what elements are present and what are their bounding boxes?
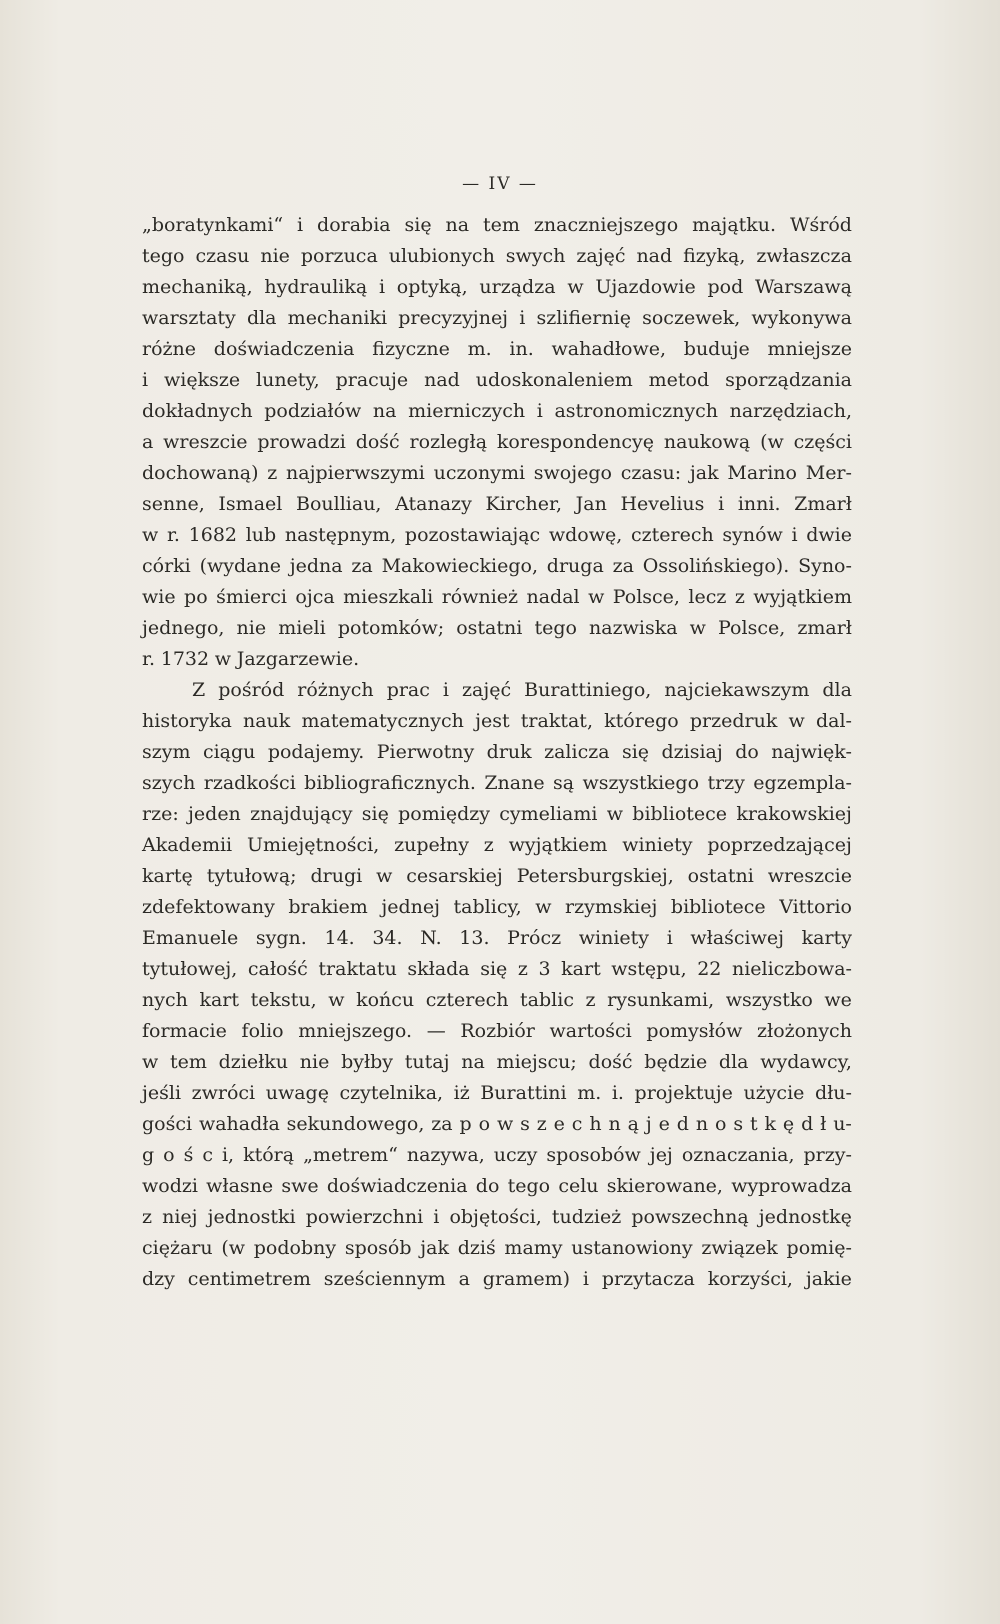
text-line: formacie folio mniejszego. — Rozbiór wartości pomysłów złożonych — [142, 1020, 852, 1042]
running-head-page-number: — IV — — [462, 174, 538, 194]
text-line: z niej jednostki powierzchni i objętości, tudzież powszechną jednostkę — [142, 1206, 852, 1228]
text-line: jeśli zwróci uwagę czytelnika, iż Burattini m. i. projektuje użycie dłu- — [142, 1082, 852, 1104]
text-line: gości wahadła sekundowego, za p o w s z e c h n ą j e d n o s t k ę d ł u- — [142, 1113, 852, 1135]
text-line: zdefektowany brakiem jednej tablicy, w rzymskiej bibliotece Vittorio — [142, 896, 852, 918]
text-line: jednego, nie mieli potomków; ostatni tego nazwiska w Polsce, zmarł — [142, 617, 852, 639]
text-line: a wreszcie prowadzi dość rozległą korespondencyę naukową (w części — [142, 431, 852, 453]
text-line: szym ciągu podajemy. Pierwotny druk zalicza się dzisiaj do najwięk- — [142, 741, 852, 763]
text-line: ciężaru (w podobny sposób jak dziś mamy ustanowiony związek pomię- — [142, 1237, 852, 1259]
text-line: kartę tytułową; drugi w cesarskiej Petersburgskiej, ostatni wreszcie — [142, 865, 852, 887]
text-line: mechaniką, hydrauliką i optyką, urządza w Ujazdowie pod Warszawą — [142, 276, 852, 298]
text-line: i większe lunety, pracuje nad udoskonaleniem metod sporządzania — [142, 369, 852, 391]
text-line: nych kart tekstu, w końcu czterech tablic z rysunkami, wszystko we — [142, 989, 852, 1011]
text-line: Akademii Umiejętności, zupełny z wyjątkiem winiety poprzedzającej — [142, 834, 852, 856]
text-line: wodzi własne swe doświadczenia do tego celu skierowane, wyprowadza — [142, 1175, 852, 1197]
text-line: tego czasu nie porzuca ulubionych swych zajęć nad fizyką, zwłaszcza — [142, 245, 852, 267]
text-line: dochowaną) z najpierwszymi uczonymi swojego czasu: jak Marino Mer- — [142, 462, 852, 484]
text-line: w tem dziełku nie byłby tutaj na miejscu; dość będzie dla wydawcy, — [142, 1051, 852, 1073]
text-line: szych rzadkości bibliograficznych. Znane są wszystkiego trzy egzempla- — [142, 772, 852, 794]
text-line: różne doświadczenia fizyczne m. in. wahadłowe, buduje mniejsze — [142, 338, 852, 360]
text-line: w r. 1682 lub następnym, pozostawiając wdowę, czterech synów i dwie — [142, 524, 852, 546]
body-text — [142, 210, 852, 1295]
text-line: historyka nauk matematycznych jest traktat, którego przedruk w dal- — [142, 710, 852, 732]
text-line: r. 1732 w Jazgarzewie. — [142, 648, 360, 670]
text-line: dzy centimetrem sześciennym a gramem) i przytacza korzyści, jakie — [142, 1268, 852, 1290]
text-line: warsztaty dla mechaniki precyzyjnej i szlifiernię soczewek, wykonywa — [142, 307, 852, 329]
text-line: wie po śmierci ojca mieszkali również nadal w Polsce, lecz z wyjątkiem — [142, 586, 852, 608]
text-line: tytułowej, całość traktatu składa się z 3 kart wstępu, 22 nieliczbowa- — [142, 958, 852, 980]
text-line: Z pośród różnych prac i zajęć Burattiniego, najciekawszym dla — [192, 679, 852, 701]
text-line: g o ś c i, którą „metrem“ nazywa, uczy sposobów jej oznaczania, przy- — [142, 1144, 852, 1166]
text-line: Emanuele sygn. 14. 34. N. 13. Prócz winiety i właściwej karty — [142, 927, 852, 949]
text-line: „boratynkami“ i dorabia się na tem znaczniejszego majątku. Wśród — [142, 214, 852, 236]
text-line: senne, Ismael Boulliau, Atanazy Kircher, Jan Hevelius i inni. Zmarł — [142, 493, 852, 515]
text-line: dokładnych podziałów na mierniczych i astronomicznych narzędziach, — [142, 400, 852, 422]
text-line: córki (wydane jedna za Makowieckiego, druga za Ossolińskiego). Syno- — [142, 555, 852, 577]
text-line: rze: jeden znajdujący się pomiędzy cymeliami w bibliotece krakowskiej — [142, 803, 852, 825]
